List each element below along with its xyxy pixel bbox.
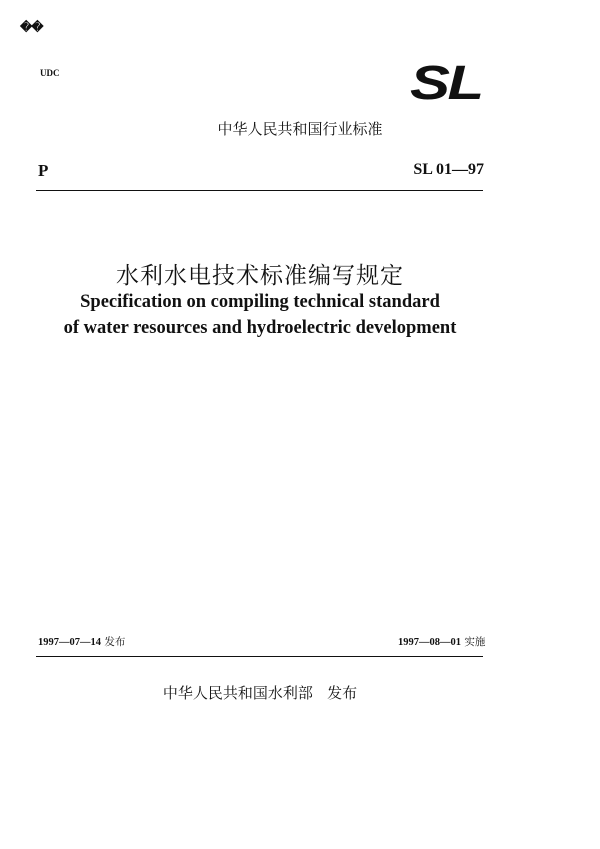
corner-mark: �� (20, 20, 43, 34)
title-chinese: 水利水电技术标准编写规定 (116, 263, 404, 289)
implementation-date (398, 634, 485, 649)
classification-letter: P (38, 161, 49, 180)
release-date-value: 1997—07—14 (38, 637, 101, 648)
sl-logo: SL (410, 57, 482, 110)
issuing-authority-action: 发布 (327, 684, 358, 702)
release-label: 发布 (104, 636, 126, 648)
title-english-line-2: of water resources and hydroelectric development (63, 318, 457, 338)
release-date (38, 634, 125, 649)
udc-label: UDC (40, 68, 60, 78)
issuing-authority-name: 中华人民共和国水利部 (162, 684, 313, 702)
bottom-divider (36, 656, 483, 657)
title-english-line-1: Specification on compiling technical standard (80, 292, 440, 312)
standard-number: SL 01—97 (413, 161, 484, 178)
issuing-authority (0, 682, 520, 703)
implementation-date-value: 1997—08—01 (398, 637, 461, 648)
top-divider (36, 190, 483, 191)
implementation-label: 实施 (464, 636, 486, 648)
standard-type: 中华人民共和国行业标准 (217, 120, 383, 138)
